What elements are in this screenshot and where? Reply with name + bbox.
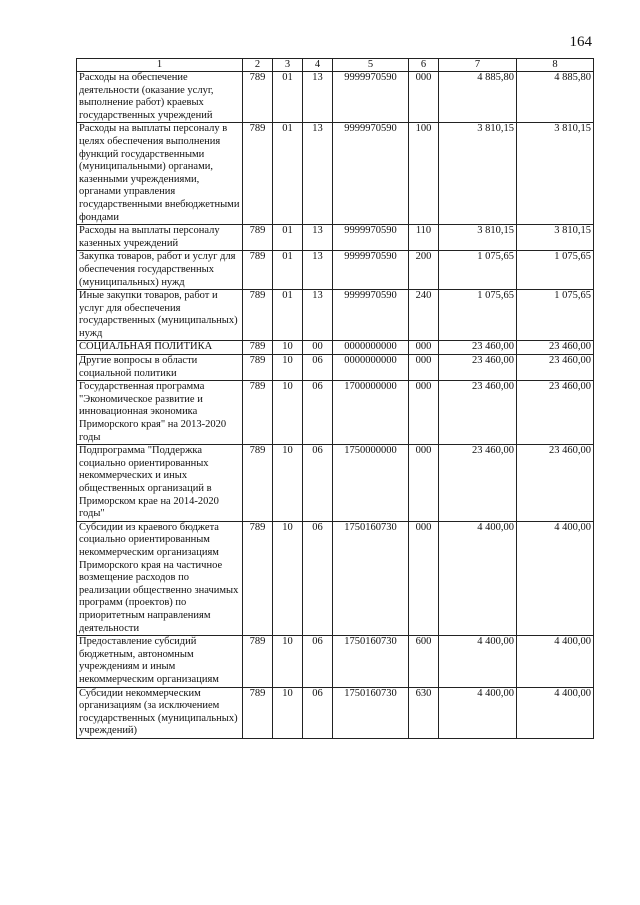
row-amount-8: 4 400,00 <box>517 521 594 635</box>
row-expense-type: 100 <box>409 123 439 225</box>
header-col-4: 4 <box>303 59 333 72</box>
row-expense-type: 000 <box>409 521 439 635</box>
row-expense-type: 000 <box>409 72 439 123</box>
table-row <box>77 290 594 341</box>
row-section-code: 10 <box>273 341 303 355</box>
row-amount-8: 23 460,00 <box>517 381 594 445</box>
row-name: Государственная программа "Экономическое развитие и инновационная экономика Приморского края" на 2013-2020 годы <box>77 381 243 445</box>
row-subsection-code: 13 <box>303 290 333 341</box>
row-amount-7: 4 400,00 <box>439 687 517 738</box>
row-section-code: 10 <box>273 687 303 738</box>
row-amount-8: 23 460,00 <box>517 341 594 355</box>
header-col-2: 2 <box>243 59 273 72</box>
row-name: Иные закупки товаров, работ и услуг для обеспечения государственных (муниципальных) нужд <box>77 290 243 341</box>
header-col-5: 5 <box>333 59 409 72</box>
header-col-6: 6 <box>409 59 439 72</box>
row-amount-8: 3 810,15 <box>517 123 594 225</box>
row-ministry-code: 789 <box>243 355 273 381</box>
row-name: Субсидии из краевого бюджета социально ориентированным некоммерческим организациям Приморского края на частичное возмещение расходов по реализации общественно значимых программ (проектов) по приоритетным направлениям деятельности <box>77 521 243 635</box>
row-ministry-code: 789 <box>243 381 273 445</box>
row-name: Закупка товаров, работ и услуг для обеспечения государственных (муниципальных) нужд <box>77 251 243 290</box>
row-expense-type: 000 <box>409 381 439 445</box>
row-amount-7: 4 400,00 <box>439 636 517 687</box>
row-name: Расходы на выплаты персоналу в целях обеспечения выполнения функций государственными (муниципальными) органами, казенными учреждениями, органами управления государственными внебюджетными фондами <box>77 123 243 225</box>
header-col-3: 3 <box>273 59 303 72</box>
row-target-article: 0000000000 <box>333 341 409 355</box>
row-ministry-code: 789 <box>243 521 273 635</box>
row-amount-8: 3 810,15 <box>517 225 594 251</box>
row-name: Расходы на обеспечение деятельности (оказание услуг, выполнение работ) краевых государственных учреждений <box>77 72 243 123</box>
row-amount-7: 3 810,15 <box>439 225 517 251</box>
row-amount-7: 23 460,00 <box>439 341 517 355</box>
row-amount-7: 1 075,65 <box>439 251 517 290</box>
table-row <box>77 355 594 381</box>
row-section-code: 10 <box>273 636 303 687</box>
budget-table <box>76 58 594 739</box>
row-ministry-code: 789 <box>243 445 273 522</box>
row-section-code: 10 <box>273 521 303 635</box>
row-section-code: 01 <box>273 251 303 290</box>
row-target-article: 1750160730 <box>333 636 409 687</box>
table-row <box>77 521 594 635</box>
row-amount-8: 4 885,80 <box>517 72 594 123</box>
row-expense-type: 200 <box>409 251 439 290</box>
row-amount-8: 4 400,00 <box>517 636 594 687</box>
row-subsection-code: 13 <box>303 123 333 225</box>
row-subsection-code: 06 <box>303 381 333 445</box>
row-expense-type: 110 <box>409 225 439 251</box>
header-col-8: 8 <box>517 59 594 72</box>
row-amount-7: 23 460,00 <box>439 445 517 522</box>
header-col-7: 7 <box>439 59 517 72</box>
row-amount-7: 23 460,00 <box>439 355 517 381</box>
row-name: Подпрограмма "Поддержка социально ориентированных некоммерческих и иных общественных организаций в Приморском крае на 2014-2020 годы" <box>77 445 243 522</box>
row-subsection-code: 06 <box>303 521 333 635</box>
row-expense-type: 000 <box>409 355 439 381</box>
table-row <box>77 341 594 355</box>
row-amount-8: 23 460,00 <box>517 355 594 381</box>
page-number: 164 <box>569 34 592 50</box>
row-subsection-code: 13 <box>303 251 333 290</box>
row-subsection-code: 06 <box>303 636 333 687</box>
table-body <box>77 72 594 739</box>
row-ministry-code: 789 <box>243 225 273 251</box>
row-expense-type: 630 <box>409 687 439 738</box>
row-expense-type: 000 <box>409 445 439 522</box>
row-amount-8: 1 075,65 <box>517 290 594 341</box>
row-ministry-code: 789 <box>243 687 273 738</box>
row-ministry-code: 789 <box>243 251 273 290</box>
table-row <box>77 72 594 123</box>
row-name: Субсидии некоммерческим организациям (за исключением государственных (муниципальных) учреждений) <box>77 687 243 738</box>
row-expense-type: 600 <box>409 636 439 687</box>
row-amount-8: 1 075,65 <box>517 251 594 290</box>
row-target-article: 0000000000 <box>333 355 409 381</box>
row-amount-8: 4 400,00 <box>517 687 594 738</box>
row-subsection-code: 00 <box>303 341 333 355</box>
row-subsection-code: 06 <box>303 687 333 738</box>
row-amount-7: 3 810,15 <box>439 123 517 225</box>
row-ministry-code: 789 <box>243 72 273 123</box>
row-section-code: 01 <box>273 225 303 251</box>
table-row <box>77 636 594 687</box>
table-row <box>77 687 594 738</box>
row-target-article: 9999970590 <box>333 251 409 290</box>
header-row <box>77 59 594 72</box>
row-subsection-code: 06 <box>303 445 333 522</box>
row-section-code: 01 <box>273 72 303 123</box>
header-col-1: 1 <box>77 59 243 72</box>
row-amount-7: 4 400,00 <box>439 521 517 635</box>
row-ministry-code: 789 <box>243 341 273 355</box>
row-amount-7: 4 885,80 <box>439 72 517 123</box>
table-row <box>77 251 594 290</box>
row-name: Предоставление субсидий бюджетным, автономным учреждениям и иным некоммерческим организациям <box>77 636 243 687</box>
row-section-code: 10 <box>273 381 303 445</box>
row-section-code: 10 <box>273 355 303 381</box>
row-target-article: 9999970590 <box>333 225 409 251</box>
row-ministry-code: 789 <box>243 636 273 687</box>
table-row <box>77 225 594 251</box>
row-section-code: 10 <box>273 445 303 522</box>
row-expense-type: 000 <box>409 341 439 355</box>
row-subsection-code: 13 <box>303 72 333 123</box>
table-row <box>77 381 594 445</box>
row-name: СОЦИАЛЬНАЯ ПОЛИТИКА <box>77 341 243 355</box>
row-amount-7: 1 075,65 <box>439 290 517 341</box>
table-row <box>77 445 594 522</box>
row-ministry-code: 789 <box>243 123 273 225</box>
row-target-article: 1700000000 <box>333 381 409 445</box>
row-section-code: 01 <box>273 290 303 341</box>
row-amount-7: 23 460,00 <box>439 381 517 445</box>
row-subsection-code: 06 <box>303 355 333 381</box>
row-expense-type: 240 <box>409 290 439 341</box>
row-ministry-code: 789 <box>243 290 273 341</box>
row-subsection-code: 13 <box>303 225 333 251</box>
row-amount-8: 23 460,00 <box>517 445 594 522</box>
row-name: Расходы на выплаты персоналу казенных учреждений <box>77 225 243 251</box>
row-target-article: 1750160730 <box>333 521 409 635</box>
row-section-code: 01 <box>273 123 303 225</box>
row-name: Другие вопросы в области социальной политики <box>77 355 243 381</box>
row-target-article: 9999970590 <box>333 123 409 225</box>
table-row <box>77 123 594 225</box>
row-target-article: 1750000000 <box>333 445 409 522</box>
row-target-article: 9999970590 <box>333 290 409 341</box>
row-target-article: 1750160730 <box>333 687 409 738</box>
row-target-article: 9999970590 <box>333 72 409 123</box>
